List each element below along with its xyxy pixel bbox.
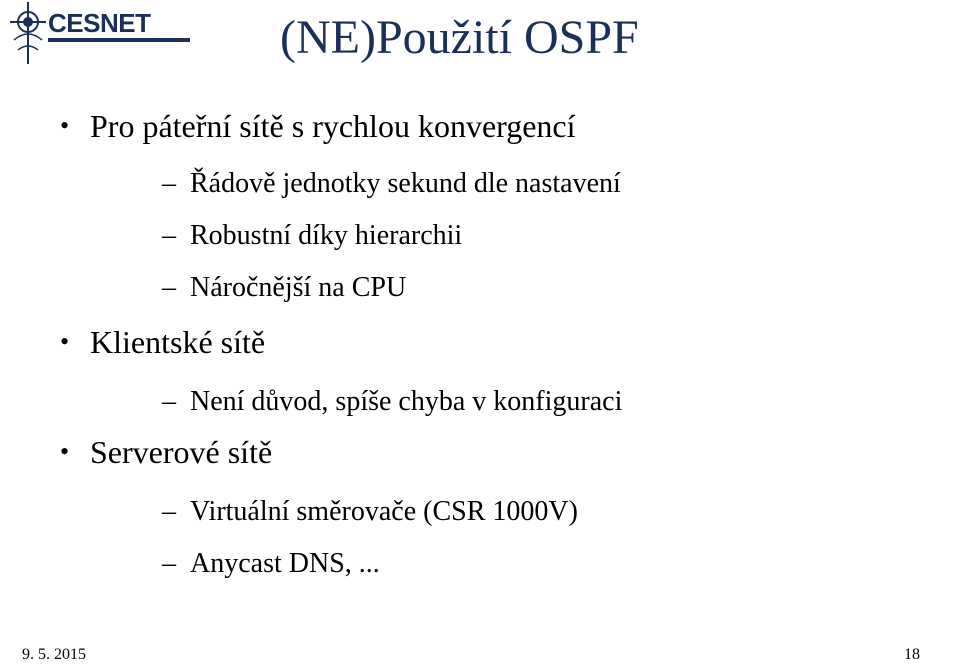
- dash-icon: –: [162, 220, 176, 251]
- bullet-1: [60, 108, 576, 145]
- dash-icon: –: [162, 496, 176, 527]
- bullet-2-text: Klientské sítě: [90, 324, 266, 360]
- bullet-dot-icon: •: [60, 437, 70, 466]
- sub-bullet-text: Anycast DNS, ...: [190, 548, 380, 579]
- logo-text: CESNET: [48, 8, 151, 38]
- bullet-dot-icon: •: [60, 111, 70, 140]
- dash-icon: –: [162, 272, 176, 303]
- footer-date: 9. 5. 2015: [22, 646, 86, 663]
- sub-bullet-text: Virtuální směrovače (CSR 1000V): [190, 496, 578, 527]
- page-number: 18: [904, 646, 920, 663]
- bullet-3-text: Serverové sítě: [90, 434, 273, 470]
- sub-bullet-1-1: [162, 168, 621, 200]
- bullet-dot-icon: •: [60, 327, 70, 356]
- bullet-2: [60, 324, 265, 361]
- sub-bullet-text: Náročnější na CPU: [190, 272, 407, 303]
- dash-icon: –: [162, 168, 176, 199]
- sub-bullet-1-2: [162, 220, 462, 252]
- sub-bullet-text: Robustní díky hierarchii: [190, 220, 463, 251]
- sub-bullet-2-1: [162, 386, 622, 418]
- sub-bullet-text: Není důvod, spíše chyba v konfiguraci: [190, 386, 623, 417]
- bullet-1-text: Pro páteřní sítě s rychlou konvergencí: [90, 108, 576, 144]
- bullet-3: [60, 434, 272, 471]
- slide-title: (NE)Použití OSPF: [280, 11, 639, 64]
- sub-bullet-1-3: [162, 272, 406, 304]
- sub-bullet-text: Řádově jednotky sekund dle nastavení: [190, 168, 621, 199]
- sub-bullet-3-2: [162, 548, 380, 580]
- dash-icon: –: [162, 548, 176, 579]
- sub-bullet-3-1: [162, 496, 578, 528]
- dash-icon: –: [162, 386, 176, 417]
